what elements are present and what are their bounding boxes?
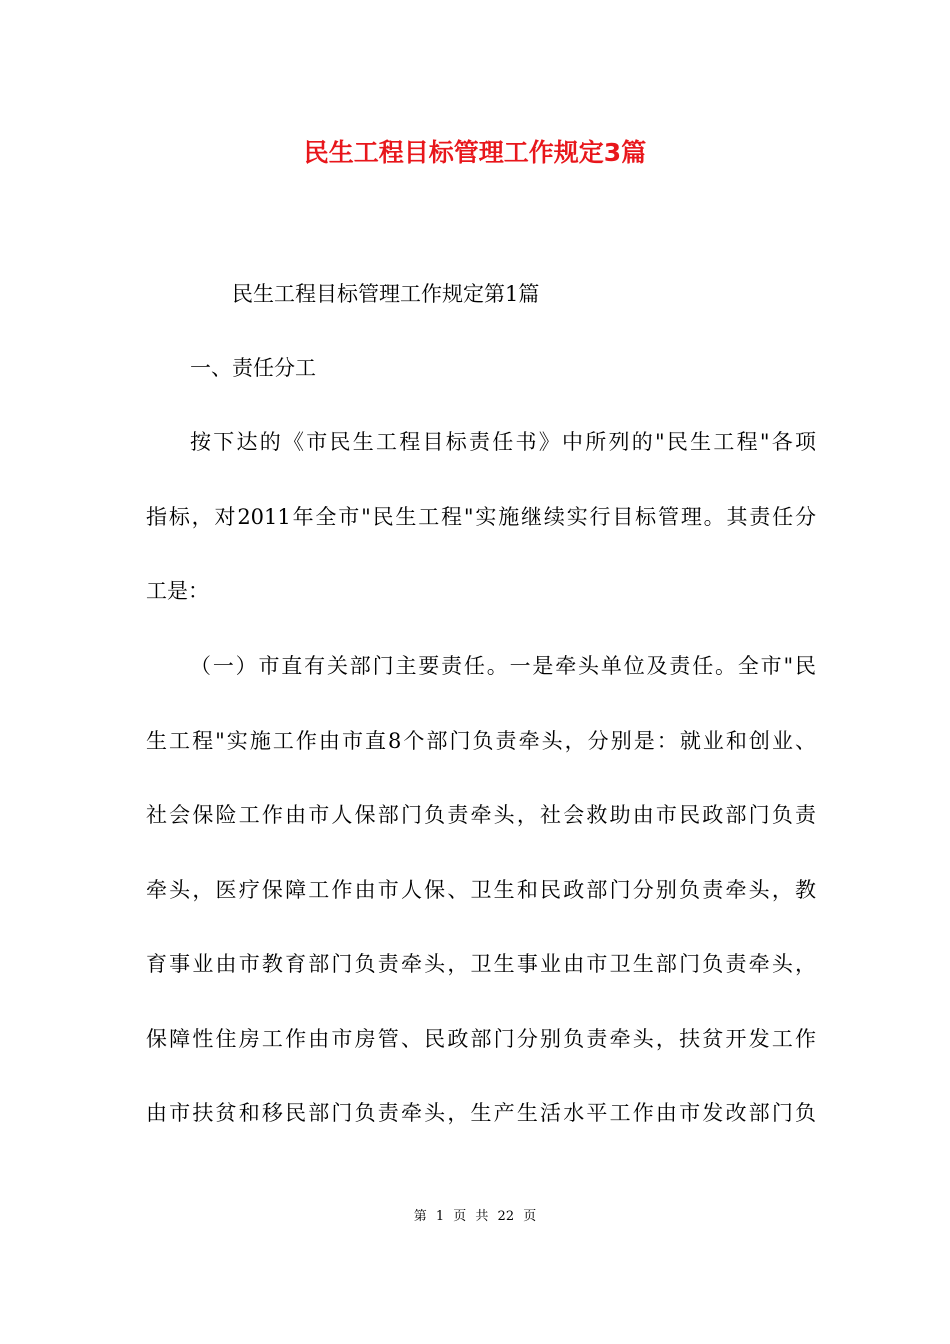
paragraph-line: 牵头，医疗保障工作由市人保、卫生和民政部门分别负责牵头，教 (146, 878, 816, 902)
paragraph-line: 按下达的《市民生工程目标责任书》中所列的"民生工程"各项 (190, 430, 816, 454)
subsection-heading-responsibilities: 一、责任分工 (190, 356, 316, 380)
paragraph-line: （一）市直有关部门主要责任。一是牵头单位及责任。全市"民 (190, 654, 816, 678)
paragraph-line: 社会保险工作由市人保部门负责牵头，社会救助由市民政部门负责 (146, 803, 816, 827)
page-footer: 第 1 页 共 22 页 (413, 1209, 537, 1224)
document-title: 民生工程目标管理工作规定3篇 (303, 138, 647, 167)
paragraph-line: 育事业由市教育部门负责牵头，卫生事业由市卫生部门负责牵头， (146, 952, 816, 976)
paragraph-line: 生工程"实施工作由市直8个部门负责牵头，分别是：就业和创业、 (146, 729, 816, 753)
section-heading-part-1: 民生工程目标管理工作规定第1篇 (232, 282, 540, 306)
paragraph-line: 工是： (146, 579, 209, 603)
paragraph-line: 由市扶贫和移民部门负责牵头，生产生活水平工作由市发改部门负 (146, 1101, 816, 1125)
paragraph-line: 保障性住房工作由市房管、民政部门分别负责牵头，扶贫开发工作 (146, 1027, 816, 1051)
paragraph-line: 指标，对2011年全市"民生工程"实施继续实行目标管理。其责任分 (146, 505, 816, 529)
